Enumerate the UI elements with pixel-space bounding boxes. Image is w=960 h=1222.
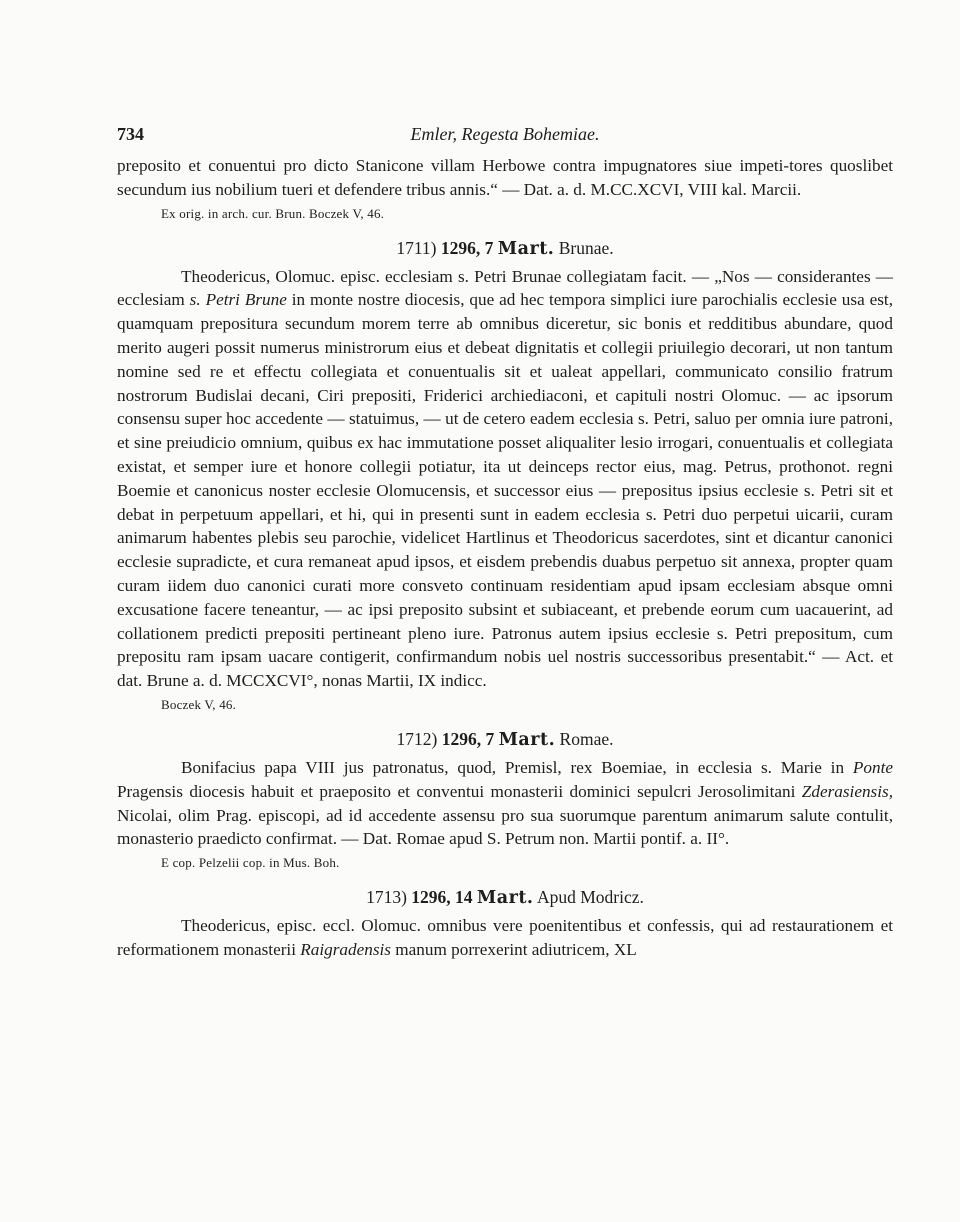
entry-month: Mart.: [476, 888, 534, 909]
entry-text: [117, 756, 893, 851]
entry-text: [117, 914, 893, 962]
entry-text-segment: Nicolai, olim Prag. episcopi, ad id accedente assensu pro sua suorumque parentum animarum salute contulit, monasterio praedicto confirmat. — Dat. Romae apud S. Petrum non. Martii pontif. a. II°.: [117, 805, 893, 849]
page-header: [117, 120, 893, 154]
entry-day: 14: [455, 887, 473, 908]
entry-heading: [117, 887, 893, 908]
entry-text-segment: Theodericus, Olomuc. episc. ecclesiam s. Petri Brunae collegiatam facit. — „Nos — considerantes — ecclesiam: [117, 266, 893, 310]
entry-text-segment: manum porrexerint adiutricem, XL: [391, 939, 637, 959]
entry-text-segment: Theodericus, episc. eccl. Olomuc. omnibus vere poenitentibus et confessis, qui ad restaurationem et reformationem monasterii: [117, 916, 893, 959]
entry-text-segment: Bonifacius papa VIII jus patronatus, quod, Premisl, rex Boemiae, in ecclesia s. Marie in: [181, 757, 853, 777]
entry-number: 1711): [396, 237, 437, 258]
intro-paragraph: preposito et conuentui pro dicto Stanicone villam Herbowe contra impugnatores siue impeti-tores quoslibet secundum ius nobilium tueri et defendere tribus annis.“ — Dat. a. d. M.CC.XCVI, VIII kal. Marcii.: [117, 156, 893, 199]
entry-heading: [117, 729, 893, 750]
entry-place: Romae.: [559, 728, 614, 749]
entry-number: 1713): [366, 887, 407, 908]
entry-text: [117, 265, 893, 693]
entry-text-italic: Ponte: [852, 757, 893, 777]
entry-text-segment: Pragensis diocesis habuit et praeposito et conventui monasterii dominici sepulcri Jerosolimitani: [117, 781, 802, 801]
entry-text-segment: in monte nostre diocesis, que ad hec tempora simplici iure parochialis ecclesie usa est, quamquam prepositura secundum morem terre ab omnibus diceretur, sic bonis et redditibus abundare, quod merito augeri possit numerus ministrorum eius et debeat dignitatis et collegii priuilegio decorari, ut non tantum nomine sed re et effectu collegiata et conuentualis sit et ualeat appellari, communicato consilio fratrum nostrorum Budislai decani, Ciri prepositi, Friderici archiediaconi, et capituli nostri Olomuc. — ac ipsorum consensu super hoc accedente — statuimus, — ut de cetero eadem ecclesia s. Petri, saluo per omnia iure patroni, et sine preiudicio omnium, quibus ex hac immutatione posset aliqualiter lesio irrogari, conuentualis et collegiata existat, et semper iure et honore collegii potiatur, ita ut deinceps rector eius, mag. Petrus, prothonot. regni Boemie et canonicus noster ecclesie Olomucensis, et successor eius — prepositus ipsius ecclesie s. Petri sit et debat in perpetuum appellari, et hi, qui in presenti sunt in eadem ecclesia s. Petri duo perpetui uicarii, curam animarum habentes plebis seu parochie, videlicet Hartlinus et Theodoricus sacerdotes, sint et dicantur canonici ecclesie supradicte, et cura remaneat apud ipsos, et eisdem prebendis duabus perpetuo sit annexa, propter quam curam iidem duo canonici curati more consveto continuam residentiam apud ipsam ecclesiam absque omni excusatione facere teneantur, — ac ipsi preposito subsint et subiaceant, et prebende eorum cum uacauerint, ad collationem predicti prepositi pertineant pleno iure. Patronus autem ipsius ecclesie s. Petri prepositum, cum prepositu ram ipsam uacare contigerit, confirmandum nobis uel nostris successoribus presentabit.“ — Act. et dat. Brune a. d. MCCXCVI°, nonas Martii, IX indicc.: [117, 290, 893, 691]
entry-year: 1296,: [441, 728, 482, 749]
entry-year: 1296,: [440, 237, 481, 258]
entry-month: Mart.: [497, 238, 555, 259]
entries-list: [117, 238, 893, 962]
entry-place: Apud Modricz.: [536, 887, 644, 908]
entry-heading: [117, 238, 893, 259]
entry-number: 1712): [396, 728, 438, 749]
intro-source: Ex orig. in arch. cur. Brun. Boczek V, 46.: [161, 205, 385, 221]
entry-month: Mart.: [498, 729, 556, 750]
entry-text-italic: Raigradensis: [300, 939, 391, 959]
entry-source: Boczek V, 46.: [161, 696, 237, 712]
document-page: [117, 120, 893, 962]
page-number: 734: [117, 124, 144, 144]
entry-day: 7: [484, 237, 494, 258]
entry-year: 1296,: [411, 887, 451, 908]
entry-text-italic: Zderasiensis,: [801, 781, 893, 801]
entry-day: 7: [485, 728, 495, 749]
entry-text-italic: s. Petri Brune: [189, 290, 287, 310]
entry-place: Brunae.: [558, 237, 614, 258]
running-title: Emler, Regesta Bohemiae.: [410, 124, 600, 144]
entry-source: E cop. Pelzelii cop. in Mus. Boh.: [161, 855, 340, 871]
